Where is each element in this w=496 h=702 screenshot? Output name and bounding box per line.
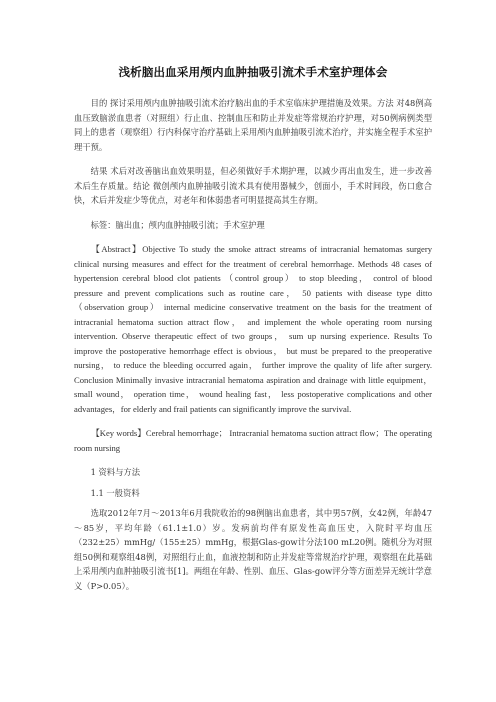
section-heading-1-1: 1.1 一般资料 [90,487,140,498]
abstract-en: 【Abstract】Objective To study the smoke attract streams of intracranial hematomas surgery clinical nursing measures and effect for the treatment of cerebral hemorrhage. Methods 48 cases of hypertension cerebral blood clot patients （control group） to stop bleeding， control of blood pressure and prevent complications such as routine care， 50 patients with disease type ditto （observation group） internal medicine conservative treatment on the basis for the treatment of intracranial hematoma suction attract flow， and implement the whole operating room nursing intervention. Observe therapeutic effect of two groups， sum up nursing experience. Results To improve the postoperative hemorrhage effect is obvious， but must be prepared to the preoperative nursing， to reduce the bleeding occurred again， further improve the quality of life after surgery. Conclusion Minimally invasive intracranial hematoma aspiration and drainage with little equipment， small wound， operation time， wound healing fast， less postoperative complications and other advantages，for elderly and frail patients can significantly improve the survival. [74,244,432,414]
article-title: 浅析脑出血采用颅内血肿抽吸引流术手术室护理体会 [118,65,388,79]
article-body [74,64,432,593]
section-heading-1: 1 资料与方法 [90,467,140,477]
keywords-cn: 标签：脑出血；颅内血肿抽吸引流；手术室护理 [90,219,265,230]
abstract-cn-objective: 目的 探讨采用颅内血肿抽吸引流术治疗脑出血的手术室临床护理措施及效果。方法 对48例高血压致脑淤血患者（对照组）行止血、控制血压和防止并发症等常规治疗护理，对50例病例类型同上的患者（观察组）行内科保守治疗基础上采用颅内血肿抽吸引流术治疗，并实施全程手术室护理干预。 [74,98,432,152]
section-1-1-text: 选取2012年7月～2013年6月我院收治的98例脑出血患者，其中男57例，女42例，年龄47～85岁，平均年龄（61.1±1.0）岁。发病前均伴有原发性高血压史，入院时平均血压（232±25）mmHg/（155±25）mmHg，根据Glas-gow计分法100 mL20例。随机分为对照组50例和观察组48例，对照组行止血，血液控制和防止并发症等常规治疗护理，观察组在此基础上采用颅内血肿抽吸引流书[1]。两组在年龄、性别、血压、Glas-gow评分等方面差异无统计学意义（P>0.05）。 [74,508,432,591]
abstract-cn-result: 结果 术后对改善脑出血效果明显，但必须做好手术期护理，以减少再出血发生，进一步改善术后生存质量。结论 微创颅内血肿抽吸引流术具有使用器械少，创面小，手术时间段，伤口愈合快，术后并发症少等优点，对老年和体弱患者可明显提高其生存期。 [74,166,432,205]
keywords-en: 【Key words】Cerebral hemorrhage； Intracranial hematoma suction attract flow；The operating room nursing [74,428,432,453]
